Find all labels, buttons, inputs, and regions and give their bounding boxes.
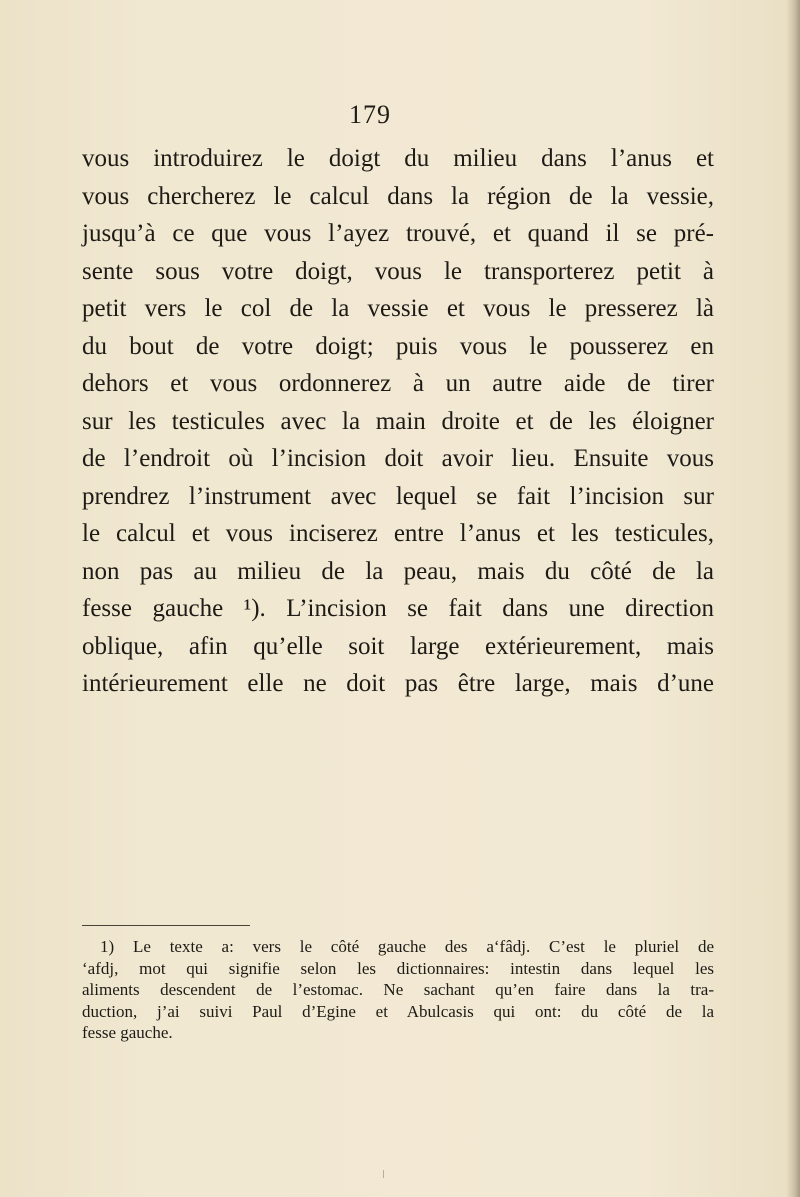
paper-mark (383, 1170, 384, 1178)
body-line: le calcul et vous inciserez entre l’anus et les testicules, (82, 520, 714, 547)
page-number: 179 (349, 100, 391, 129)
footnote (82, 936, 714, 1044)
body-line: sur les testicules avec la main droite et de les éloigner (82, 407, 714, 435)
body-line: de l’endroit où l’incision doit avoir lieu. Ensuite vous (82, 445, 714, 472)
footnote-line: duction, j’ai suivi Paul d’Egine et Abulcasis qui ont: du côté de la (82, 1001, 714, 1021)
body-line: intérieurement elle ne doit pas être large, mais d’une (82, 670, 714, 697)
footnote-divider (82, 925, 250, 926)
body-line: du bout de votre doigt; puis vous le pousserez en (82, 332, 714, 360)
footnote-line: 1) Le texte a: vers le côté gauche des a‘fâdj. C’est le pluriel de (100, 937, 714, 956)
footnote-line: aliments descendent de l’estomac. Ne sachant qu’en faire dans la tra- (82, 980, 714, 999)
body-line: vous chercherez le calcul dans la région de la vessie, (82, 182, 714, 210)
page-edge-shadow (786, 0, 800, 1197)
body-line: oblique, afin qu’elle soit large extérieurement, mais (82, 632, 714, 660)
body-line: prendrez l’instrument avec lequel se fait l’incision sur (82, 482, 714, 510)
body-text (82, 140, 714, 703)
body-line: petit vers le col de la vessie et vous le presserez là (82, 295, 714, 322)
body-line: dehors et vous ordonnerez à un autre aide de tirer (82, 370, 714, 397)
body-line: vous introduirez le doigt du milieu dans l’anus et (82, 145, 714, 172)
footnote-line: ‘afdj, mot qui signifie selon les dictionnaires: intestin dans lequel les (82, 958, 714, 978)
footnote-line: fesse gauche. (82, 1023, 173, 1042)
body-line: sente sous votre doigt, vous le transporterez petit à (82, 257, 714, 285)
body-line: jusqu’à ce que vous l’ayez trouvé, et quand il se pré- (82, 220, 714, 247)
body-line: non pas au milieu de la peau, mais du côté de la (82, 557, 714, 585)
body-line: fesse gauche ¹). L’incision se fait dans une direction (82, 595, 714, 622)
